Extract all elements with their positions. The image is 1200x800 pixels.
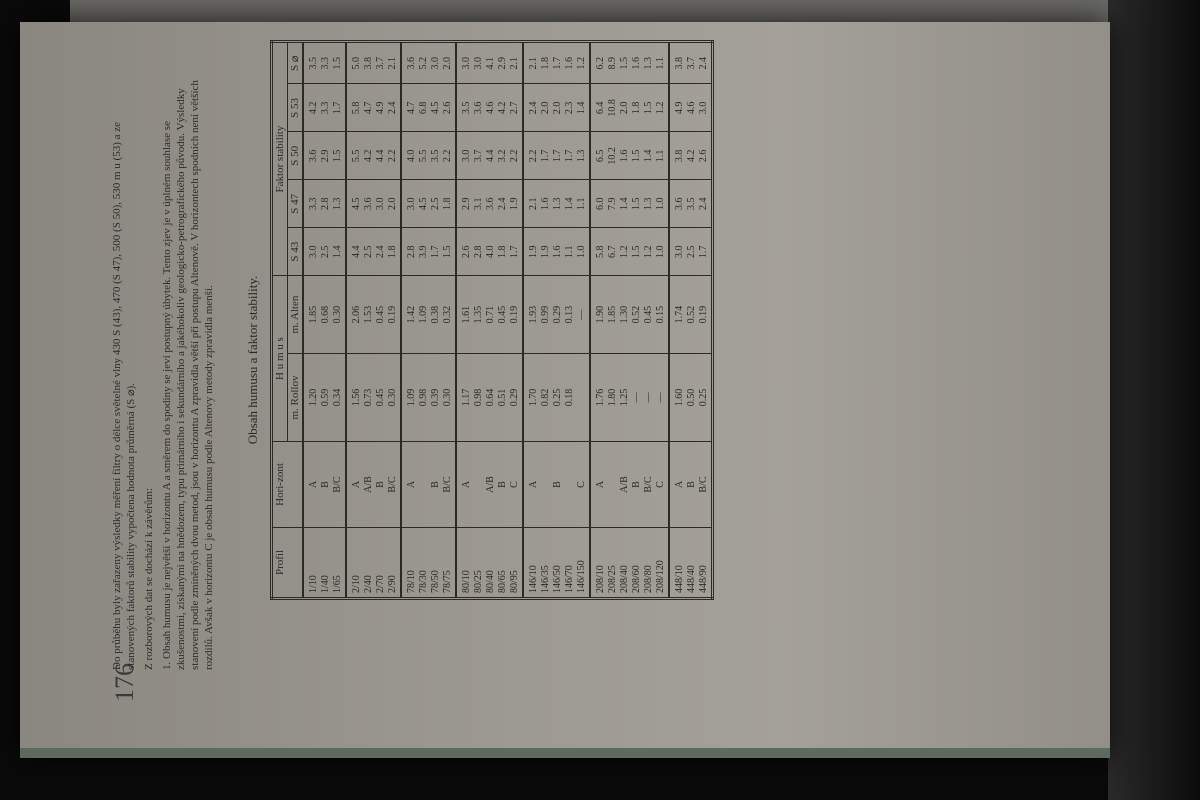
header-s53: S 53 [288,84,304,132]
cell-profil: 78/10 78/30 78/50 78/75 [401,527,456,598]
cell-s50: 3.8 4.2 2.6 [669,132,713,180]
cell-alten: 1.42 1.09 0.38 0.32 [401,276,456,354]
table-row [590,42,669,599]
cell-rollov: 1.60 0.50 0.25 [669,354,713,442]
cell-s43: 3.0 2.5 1.7 [669,228,713,276]
header-humus: H u m u s [272,276,288,442]
cell-savg: 3.6 5.2 3.0 2.0 [401,42,456,84]
cell-rollov: 1.20 0.59 0.34 [303,354,346,442]
cell-s47: 3.0 4.5 2.5 1.8 [401,180,456,228]
table-row [523,42,590,599]
table-row [303,42,346,599]
cell-savg: 3.0 3.0 4.1 2.9 2.1 [456,42,523,84]
cell-rollov: 1.76 1.80 1.25 — — — [590,354,669,442]
table-row [456,42,523,599]
cell-profil: 1/10 1/40 1/65 [303,527,346,598]
cell-s43: 3.0 2.5 1.4 [303,228,346,276]
cell-s50: 6.5 10.2 1.6 1.5 1.4 1.1 [590,132,669,180]
table-row [669,42,713,599]
intro-paragraph: 1. Obsah humusu je největší v horizontu A a směrem do spodiny se jeví postupný úbytek. Tento zjev je v úplném souhlase se zkušenostmi, získanými na hnědozem, typu primárního i sekundárního a jakéhokoliv geologicko-petrografického původu. Výsledky stanovení podle zmíněných dvou metod, jsou v horizontu A zpravidla větší při postupu Altenově. V horizontech spodních není větších rozdílů. Avšak v horizontu C je obsah humusu podle Altenovy metody zpravidla menší. [161,80,215,670]
cell-rollov: 1.70 0.82 0.25 0.18 [523,354,590,442]
cell-s53: 4.7 6.8 4.5 2.6 [401,84,456,132]
cell-savg: 5.0 3.8 3.7 2.1 [346,42,401,84]
cell-s50: 2.2 1.7 1.7 1.7 1.3 [523,132,590,180]
table-caption: Obsah humusu a faktor stability. [245,275,260,445]
cell-profil: 2/10 2/40 2/70 2/90 [346,527,401,598]
cell-hor: A B B/C [401,442,456,528]
cell-profil: 146/10 146/35 146/50 146/70 146/150 [523,527,590,598]
cell-hor: A A/B B B/C C [590,442,669,528]
cell-s43: 4.4 2.5 2.4 1.8 [346,228,401,276]
page-edge [20,748,1110,758]
cell-savg: 3.5 3.3 1.5 [303,42,346,84]
cell-s53: 3.5 3.6 4.6 4.2 2.7 [456,84,523,132]
header-s43: S 43 [288,228,304,276]
header-horizont: Hori-zont [272,442,304,528]
cell-s47: 3.6 3.5 2.4 [669,180,713,228]
header-alten: m. Alten [288,276,304,354]
cell-hor: A B B/C [303,442,346,528]
cell-s47: 6.0 7.9 1.4 1.5 1.3 1.0 [590,180,669,228]
cell-alten: 1.93 0.99 0.29 0.13 — [523,276,590,354]
cell-s43: 1.9 1.9 1.6 1.1 1.0 [523,228,590,276]
cell-s53: 4.2 3.3 1.7 [303,84,346,132]
header-faktor: Faktor stability [272,42,288,276]
page-number: 176 [110,663,139,702]
cell-alten: 2.06 1.53 0.45 0.19 [346,276,401,354]
previous-page-strip [70,0,1130,24]
cell-profil: 208/10 208/25 208/40 208/60 208/80 208/120 [590,527,669,598]
cell-s53: 2.4 2.0 2.0 2.3 1.4 [523,84,590,132]
cell-hor: A B B/C [669,442,713,528]
cell-s50: 5.5 4.2 4.4 2.2 [346,132,401,180]
header-s50: S 50 [288,132,304,180]
intro-text [110,70,220,670]
cell-hor: A B C [523,442,590,528]
cell-rollov: 1.09 0.98 0.39 0.30 [401,354,456,442]
cell-alten: 1.85 0.68 0.30 [303,276,346,354]
cell-s47: 4.5 3.6 3.0 2.0 [346,180,401,228]
header-savg: S ⌀ [288,42,304,84]
header-rollov: m. Rollov [288,354,304,442]
cell-alten: 1.74 0.52 0.19 [669,276,713,354]
cell-s50: 3.6 2.9 1.5 [303,132,346,180]
cell-s50: 4.0 5.5 3.5 2.2 [401,132,456,180]
cell-savg: 2.1 1.8 1.7 1.6 1.2 [523,42,590,84]
header-s47: S 47 [288,180,304,228]
cell-alten: 1.61 1.35 0.71 0.45 0.19 [456,276,523,354]
cell-s50: 3.0 3.7 4.4 3.2 2.2 [456,132,523,180]
table-body [303,42,713,599]
page-content [100,50,1160,710]
cell-s53: 4.9 4.6 3.0 [669,84,713,132]
cell-s43: 2.8 3.9 1.7 1.5 [401,228,456,276]
cell-hor: A A/B B B/C [346,442,401,528]
cell-s53: 6.4 10.8 2.0 1.8 1.5 1.2 [590,84,669,132]
cell-s47: 3.3 2.8 1.3 [303,180,346,228]
cell-profil: 448/10 448/40 448/90 [669,527,713,598]
table-row [346,42,401,599]
header-profil: Profil [272,527,304,598]
cell-s43: 5.8 6.7 1.2 1.5 1.2 1.0 [590,228,669,276]
cell-savg: 6.2 8.9 1.5 1.6 1.3 1.1 [590,42,669,84]
cell-savg: 3.8 3.7 2.4 [669,42,713,84]
intro-paragraph: Do průběhu byly zařazeny výsledky měření filtry o délce světelné vlny 430 S (43), 470 (S 47), 500 (S 50), 530 m u (53) a ze stanovených faktorů stability vypočtena hodnota průměrná (S ⌀). [111,121,137,670]
cell-s53: 5.8 4.7 4.9 2.4 [346,84,401,132]
cell-hor: A A/B B C [456,442,523,528]
cell-alten: 1.90 1.85 1.30 0.52 0.45 0.15 [590,276,669,354]
cell-rollov: 1.56 0.73 0.45 0.30 [346,354,401,442]
cell-s47: 2.1 1.6 1.3 1.4 1.1 [523,180,590,228]
table-row [401,42,456,599]
cell-rollov: 1.17 0.98 0.64 0.51 0.29 [456,354,523,442]
intro-paragraph: Z rozborových dat se dochází k závěrům: [143,487,155,670]
humus-stability-table [270,40,714,600]
cell-profil: 80/10 80/25 80/40 80/65 80/95 [456,527,523,598]
cell-s47: 2.9 3.1 3.6 2.4 1.9 [456,180,523,228]
cell-s43: 2.6 2.8 4.0 1.8 1.7 [456,228,523,276]
